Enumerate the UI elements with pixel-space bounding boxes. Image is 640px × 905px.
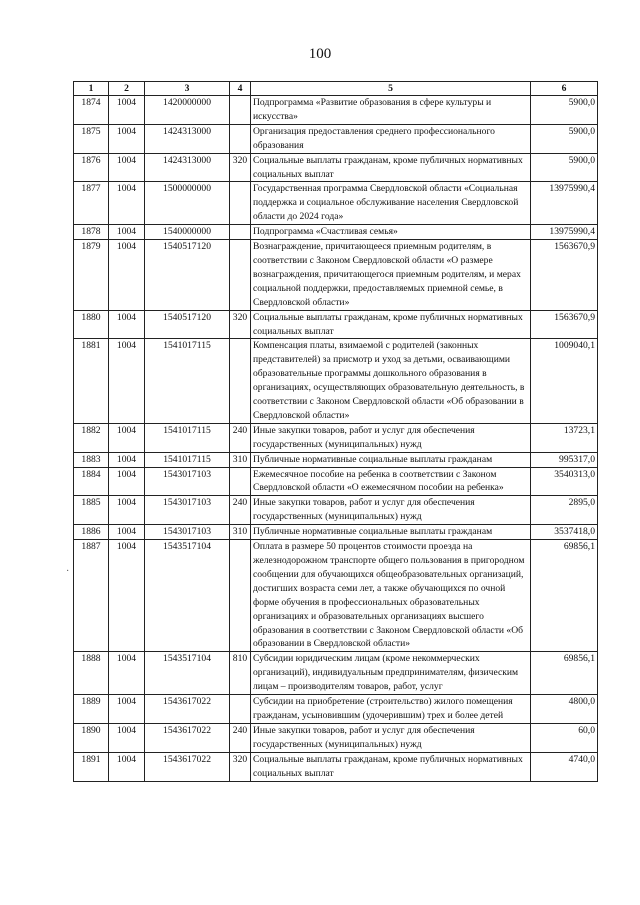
cell-c6: 69856,1 xyxy=(531,540,598,652)
cell-c5: Субсидии на приобретение (строительство) жилого помещения гражданам, усыновившим (удочерившим) трех и более детей xyxy=(251,695,531,724)
page-number: 100 xyxy=(308,46,332,62)
cell-c1: 1891 xyxy=(74,752,109,781)
cell-c2: 1004 xyxy=(109,467,145,496)
cell-c2: 1004 xyxy=(109,153,145,182)
table-row xyxy=(74,240,598,311)
table-row xyxy=(74,723,598,752)
cell-c2: 1004 xyxy=(109,652,145,695)
cell-c1: 1889 xyxy=(74,695,109,724)
cell-c4: 320 xyxy=(230,153,251,182)
cell-c4: 240 xyxy=(230,423,251,452)
cell-c2: 1004 xyxy=(109,525,145,540)
cell-c3: 1543517104 xyxy=(145,540,230,652)
cell-c6: 5900,0 xyxy=(531,96,598,125)
cell-c5: Социальные выплаты гражданам, кроме публичных нормативных социальных выплат xyxy=(251,310,531,339)
table-body xyxy=(74,96,598,782)
cell-c5: Оплата в размере 50 процентов стоимости проезда на железнодорожном транспорте общего пользования в пригородном сообщении для обучающихся общеобразовательных организаций, достигших возраста семи лет, а также обучающихся по очной форме обучения в профессиональных образовательных организациях и образовательных организациях высшего образования в соответствии с Законом Свердловской области «Об образовании в Свердловской области» xyxy=(251,540,531,652)
cell-c3: 1543617022 xyxy=(145,723,230,752)
cell-c2: 1004 xyxy=(109,423,145,452)
cell-c4: 240 xyxy=(230,496,251,525)
cell-c2: 1004 xyxy=(109,339,145,423)
cell-c2: 1004 xyxy=(109,225,145,240)
cell-c2: 1004 xyxy=(109,124,145,153)
cell-c6: 4740,0 xyxy=(531,752,598,781)
table-row xyxy=(74,652,598,695)
cell-c5: Публичные нормативные социальные выплаты гражданам xyxy=(251,525,531,540)
cell-c3: 1541017115 xyxy=(145,339,230,423)
table-row xyxy=(74,525,598,540)
cell-c4 xyxy=(230,240,251,311)
cell-c3: 1420000000 xyxy=(145,96,230,125)
cell-c4: 320 xyxy=(230,752,251,781)
cell-c5: Публичные нормативные социальные выплаты гражданам xyxy=(251,452,531,467)
budget-table xyxy=(73,81,598,782)
cell-c6: 60,0 xyxy=(531,723,598,752)
cell-c6: 5900,0 xyxy=(531,124,598,153)
cell-c3: 1543517104 xyxy=(145,652,230,695)
cell-c2: 1004 xyxy=(109,96,145,125)
cell-c1: 1882 xyxy=(74,423,109,452)
cell-c1: 1876 xyxy=(74,153,109,182)
cell-c5: Государственная программа Свердловской области «Социальная поддержка и социальное обслуживание населения Свердловской области до 2024 года» xyxy=(251,182,531,225)
table-row xyxy=(74,695,598,724)
column-header: 5 xyxy=(251,82,531,96)
cell-c2: 1004 xyxy=(109,723,145,752)
cell-c5: Иные закупки товаров, работ и услуг для обеспечения государственных (муниципальных) нужд xyxy=(251,723,531,752)
cell-c2: 1004 xyxy=(109,496,145,525)
cell-c5: Социальные выплаты гражданам, кроме публичных нормативных социальных выплат xyxy=(251,752,531,781)
cell-c6: 3540313,0 xyxy=(531,467,598,496)
cell-c4 xyxy=(230,225,251,240)
cell-c1: 1885 xyxy=(74,496,109,525)
table-row xyxy=(74,124,598,153)
cell-c2: 1004 xyxy=(109,540,145,652)
cell-c1: 1880 xyxy=(74,310,109,339)
cell-c3: 1543617022 xyxy=(145,695,230,724)
cell-c2: 1004 xyxy=(109,310,145,339)
cell-c6: 69856,1 xyxy=(531,652,598,695)
cell-c3: 1540517120 xyxy=(145,310,230,339)
column-header: 4 xyxy=(230,82,251,96)
cell-c4 xyxy=(230,540,251,652)
cell-c5: Вознаграждение, причитающееся приемным родителям, в соответствии с Законом Свердловской области «О размере вознаграждения, причитающегося приемным родителям, и мерах социальной поддержки, предоставляемых приемной семье, в Свердловской области» xyxy=(251,240,531,311)
cell-c6: 3537418,0 xyxy=(531,525,598,540)
cell-c2: 1004 xyxy=(109,752,145,781)
cell-c5: Компенсация платы, взимаемой с родителей (законных представителей) за присмотр и уход за детьми, осваивающими образовательные программы дошкольного образования в организациях, осуществляющих образовательную деятельность, в соответствии с Законом Свердловской области «Об образовании в Свердловской области» xyxy=(251,339,531,423)
cell-c6: 1009040,1 xyxy=(531,339,598,423)
cell-c3: 1543617022 xyxy=(145,752,230,781)
table-header-row xyxy=(74,82,598,96)
column-header: 3 xyxy=(145,82,230,96)
table-row xyxy=(74,496,598,525)
cell-c3: 1543017103 xyxy=(145,496,230,525)
cell-c5: Организация предоставления среднего профессионального образования xyxy=(251,124,531,153)
cell-c4 xyxy=(230,695,251,724)
cell-c6: 995317,0 xyxy=(531,452,598,467)
cell-c4 xyxy=(230,124,251,153)
cell-c4 xyxy=(230,339,251,423)
table-row xyxy=(74,96,598,125)
column-header: 6 xyxy=(531,82,598,96)
cell-c1: 1881 xyxy=(74,339,109,423)
cell-c5: Субсидии юридическим лицам (кроме некоммерческих организаций), индивидуальным предпринимателям, физическим лицам – производителям товаров, работ, услуг xyxy=(251,652,531,695)
cell-c1: 1886 xyxy=(74,525,109,540)
table-row xyxy=(74,339,598,423)
cell-c4 xyxy=(230,182,251,225)
cell-c6: 13723,1 xyxy=(531,423,598,452)
cell-c4: 810 xyxy=(230,652,251,695)
cell-c1: 1884 xyxy=(74,467,109,496)
cell-c3: 1543017103 xyxy=(145,525,230,540)
cell-c6: 4800,0 xyxy=(531,695,598,724)
cell-c6: 1563670,9 xyxy=(531,240,598,311)
cell-c3: 1541017115 xyxy=(145,452,230,467)
cell-c3: 1543017103 xyxy=(145,467,230,496)
cell-c5: Иные закупки товаров, работ и услуг для обеспечения государственных (муниципальных) нужд xyxy=(251,496,531,525)
table-row xyxy=(74,153,598,182)
cell-c1: 1890 xyxy=(74,723,109,752)
cell-c5: Подпрограмма «Счастливая семья» xyxy=(251,225,531,240)
scan-mark: · xyxy=(66,566,70,577)
table-row xyxy=(74,423,598,452)
cell-c3: 1540517120 xyxy=(145,240,230,311)
table-row xyxy=(74,540,598,652)
cell-c3: 1500000000 xyxy=(145,182,230,225)
cell-c4 xyxy=(230,96,251,125)
column-header: 2 xyxy=(109,82,145,96)
cell-c1: 1877 xyxy=(74,182,109,225)
cell-c5: Социальные выплаты гражданам, кроме публичных нормативных социальных выплат xyxy=(251,153,531,182)
cell-c2: 1004 xyxy=(109,182,145,225)
cell-c6: 13975990,4 xyxy=(531,182,598,225)
cell-c3: 1424313000 xyxy=(145,124,230,153)
cell-c1: 1874 xyxy=(74,96,109,125)
cell-c4: 310 xyxy=(230,525,251,540)
cell-c1: 1883 xyxy=(74,452,109,467)
column-header: 1 xyxy=(74,82,109,96)
cell-c4 xyxy=(230,467,251,496)
cell-c3: 1541017115 xyxy=(145,423,230,452)
table-row xyxy=(74,467,598,496)
cell-c6: 2895,0 xyxy=(531,496,598,525)
table-row xyxy=(74,310,598,339)
cell-c2: 1004 xyxy=(109,452,145,467)
cell-c5: Ежемесячное пособие на ребенка в соответствии с Законом Свердловской области «О ежемесячном пособии на ребенка» xyxy=(251,467,531,496)
cell-c2: 1004 xyxy=(109,695,145,724)
cell-c5: Подпрограмма «Развитие образования в сфере культуры и искусства» xyxy=(251,96,531,125)
cell-c6: 13975990,4 xyxy=(531,225,598,240)
cell-c1: 1888 xyxy=(74,652,109,695)
cell-c4: 320 xyxy=(230,310,251,339)
cell-c6: 5900,0 xyxy=(531,153,598,182)
cell-c1: 1887 xyxy=(74,540,109,652)
table-row xyxy=(74,182,598,225)
cell-c5: Иные закупки товаров, работ и услуг для обеспечения государственных (муниципальных) нужд xyxy=(251,423,531,452)
cell-c3: 1424313000 xyxy=(145,153,230,182)
cell-c4: 310 xyxy=(230,452,251,467)
cell-c1: 1878 xyxy=(74,225,109,240)
cell-c1: 1875 xyxy=(74,124,109,153)
cell-c6: 1563670,9 xyxy=(531,310,598,339)
cell-c2: 1004 xyxy=(109,240,145,311)
table-row xyxy=(74,452,598,467)
cell-c4: 240 xyxy=(230,723,251,752)
cell-c1: 1879 xyxy=(74,240,109,311)
cell-c3: 1540000000 xyxy=(145,225,230,240)
table-row xyxy=(74,225,598,240)
table-row xyxy=(74,752,598,781)
